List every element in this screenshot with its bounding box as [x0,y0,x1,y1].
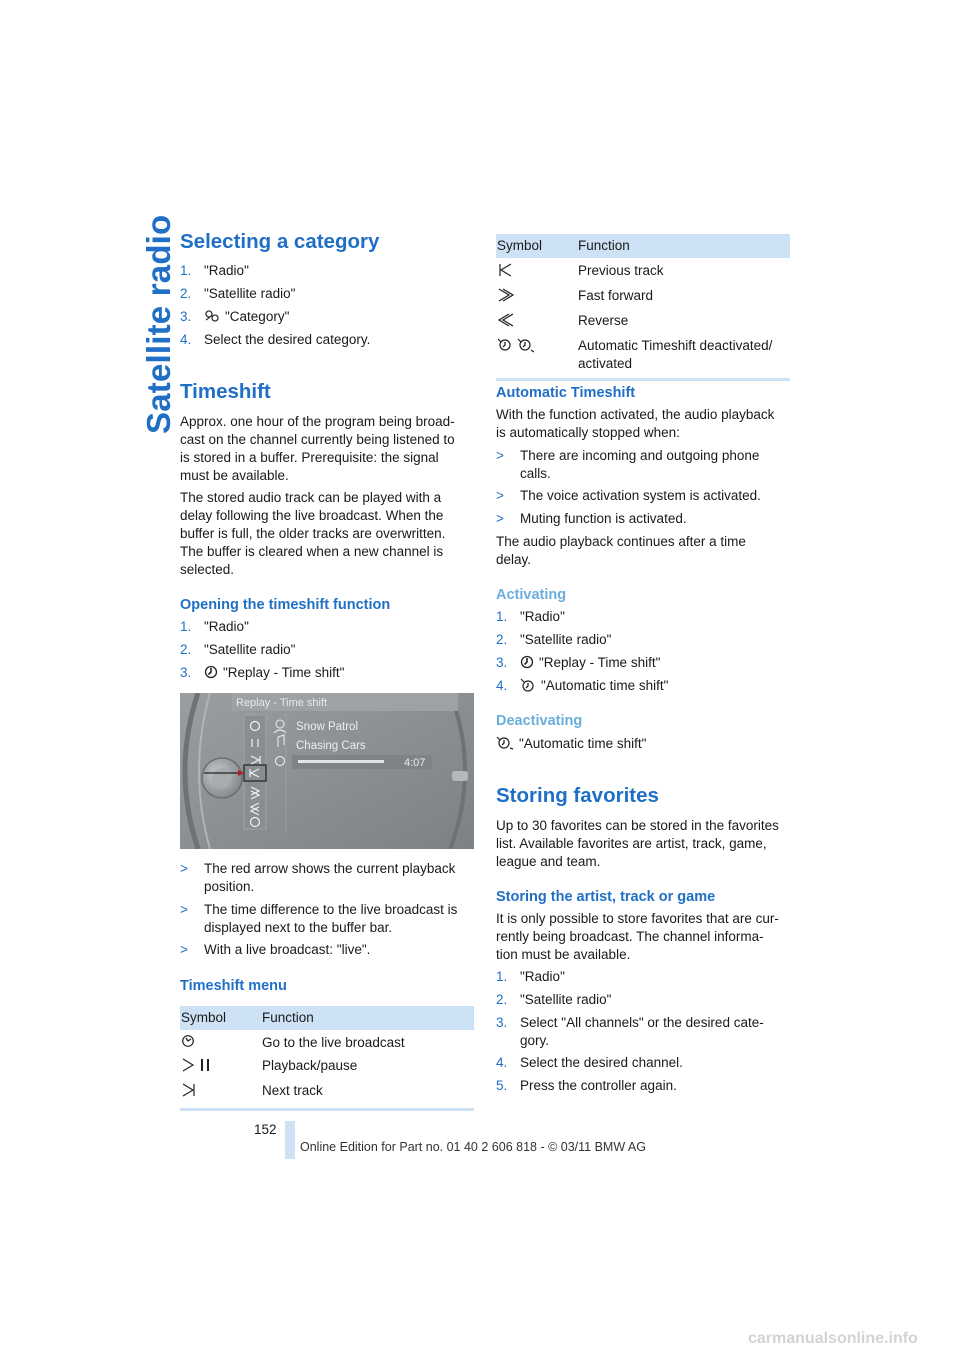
table-row: Next track [180,1078,474,1103]
list-item: 4. "Automatic time shift" [496,678,669,693]
list-item: 2. "Satellite radio" [180,286,296,301]
timeshift-paragraph-2: The stored audio track can be played with a delay following the live broadcast. When the buffer is full, the older tracks are overwritten. The buffer is cleared when a new channel is selected. [180,490,446,577]
heading-storing-favorites: Storing favorites [496,784,659,807]
list-item: 3. "Replay - Time shift" [180,665,345,680]
list-item: 2. "Satellite radio" [496,632,612,647]
side-title-text: Satellite radio [140,214,177,434]
list-item: 2. "Satellite radio" [180,642,296,657]
list-item: 3. Select "All channels" or the desired cate- gory. [496,1015,764,1048]
screen-item-track: Chasing Cars [296,740,366,752]
automatic-timeshift-intro: With the function activated, the audio playback is automatically stopped when: [496,407,775,440]
category-icon [204,309,220,323]
list-item: > Muting function is activated. [496,511,687,526]
heading-timeshift-menu: Timeshift menu [180,978,287,994]
footer-accent-bar [285,1121,295,1159]
previous-track-icon [497,262,513,278]
list-item: 1. "Radio" [180,263,249,278]
list-item: 3. "Category" [180,309,290,324]
screen-time: 4:07 [404,757,426,769]
table-row: Automatic Timeshift deactivated/ activated [496,333,790,373]
screen-item-artist: Snow Patrol [296,721,359,733]
heading-storing-artist: Storing the artist, track or game [496,889,716,905]
storing-favorites-paragraph: Up to 30 favorites can be stored in the favorites list. Available favorites are artist, track, game, league and team. [496,818,779,869]
list-item: 1. "Radio" [180,619,249,634]
reverse-icon [497,312,515,328]
auto-timeshift-icon [497,337,537,353]
screen-title: Replay - Time shift [236,697,328,709]
replay-icon [520,655,534,669]
replay-icon [204,665,218,679]
automatic-timeshift-outro: The audio playback continues after a time delay. [496,534,746,567]
list-item: 4. Select the desired channel. [496,1055,683,1070]
side-section-title [112,214,177,446]
table-row: Fast forward [496,283,790,308]
play-pause-icon [181,1057,213,1073]
table-row: Previous track [496,258,790,283]
list-item: > The red arrow shows the current playback position. [180,861,456,894]
heading-selecting-category: Selecting a category [180,230,380,253]
go-live-icon [181,1034,195,1048]
auto-timeshift-icon [520,678,536,692]
list-item: > The time difference to the live broadcast is displayed next to the buffer bar. [180,902,458,935]
list-item: 2. "Satellite radio" [496,992,612,1007]
list-item: 1. "Radio" [496,969,565,984]
list-item: > The voice activation system is activated. [496,488,761,503]
page-number: 152 [254,1122,277,1137]
idrive-screen-image [180,693,474,849]
timeshift-paragraph-1: Approx. one hour of the program being broad- cast on the channel currently being listened to is stored in a buffer. Prerequisite: the signal must be available. [180,414,455,483]
auto-timeshift-off-icon [496,736,514,750]
deactivating-text: "Automatic time shift" [496,735,790,753]
table-header: Symbol Function [496,234,790,258]
heading-timeshift: Timeshift [180,380,271,403]
timeshift-menu-table [180,1006,474,1111]
heading-opening-timeshift: Opening the timeshift function [180,597,391,613]
table-row: Reverse [496,308,790,333]
storing-artist-paragraph: It is only possible to store favorites that are cur- rently being broadcast. The channel informa- tion must be available. [496,911,779,962]
list-item: 4. Select the desired category. [180,332,371,347]
list-item: > With a live broadcast: "live". [180,942,371,957]
fast-forward-icon [497,287,515,303]
table-header: Symbol Function [180,1006,474,1030]
heading-deactivating: Deactivating [496,713,583,729]
edition-footer: Online Edition for Part no. 01 40 2 606 818 - © 03/11 BMW AG [300,1140,646,1154]
timeshift-symbols-table [496,234,790,381]
list-item: 1. "Radio" [496,609,565,624]
next-track-icon [181,1082,197,1098]
list-item: > There are incoming and outgoing phone calls. [496,448,760,481]
heading-activating: Activating [496,587,567,603]
list-item: 3. "Replay - Time shift" [496,655,661,670]
heading-automatic-timeshift: Automatic Timeshift [496,385,636,401]
table-row: Go to the live broadcast [180,1030,474,1053]
list-item: 5. Press the controller again. [496,1078,677,1093]
watermark: carmanualsonline.info [748,1330,918,1347]
table-row: Playback/pause [180,1053,474,1078]
